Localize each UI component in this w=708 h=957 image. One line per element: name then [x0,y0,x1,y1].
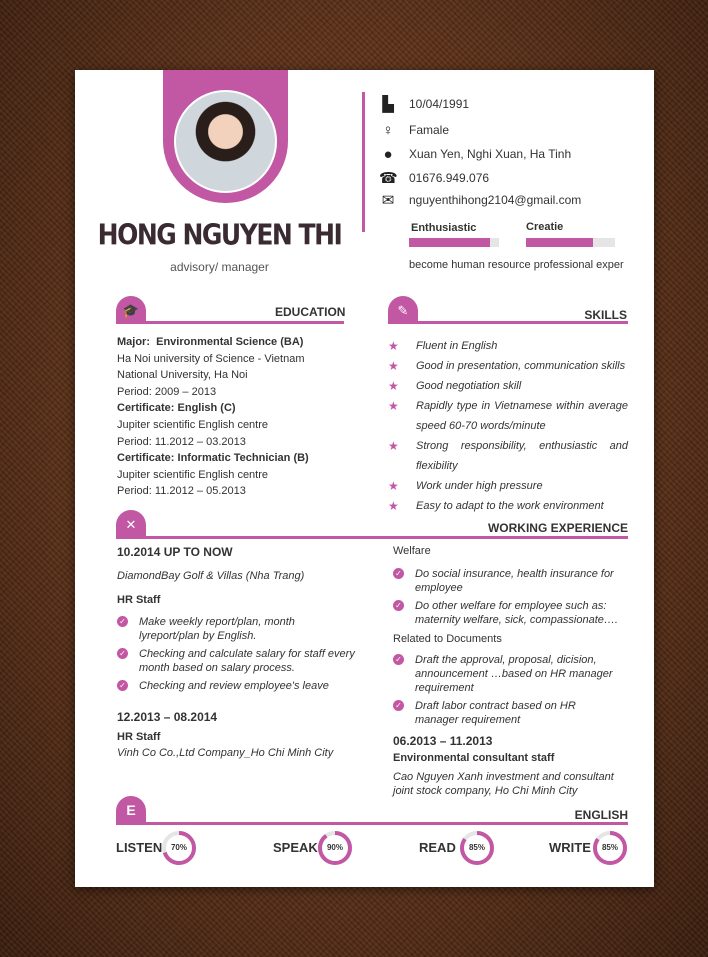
skills-title: SKILLS [584,308,627,322]
contact-birthday [382,94,470,114]
skill-item: ★ Good in presentation, communication skills [388,356,628,376]
job3-company: Cao Nguyen Xanh investment and consultant joint stock company, Ho Chi Minh City [393,771,614,797]
career-goal: become human resource professional exper [409,259,624,271]
profile-photo [174,90,277,193]
write-pct: 85% [601,843,618,852]
skill-item: ★ Good negotiation skill [388,376,628,396]
job2-role: HR Staff [117,731,161,743]
education-title: EDUCATION [275,305,346,319]
graduation-cap-icon: 🎓 [116,296,146,324]
star-icon: ★ [388,399,399,413]
task-item: ✓ Draft labor contract based on HR manager requirement [393,699,618,727]
speak-pct: 90% [326,843,343,852]
read-label: READ [419,840,456,855]
female-icon: ♀ [382,121,394,139]
listen-pct: 70% [170,843,187,852]
english-letter-icon: E [116,796,146,824]
phone-text: 01676.949.076 [409,171,490,185]
star-icon: ★ [388,499,399,513]
job1-role: HR Staff [117,594,161,606]
task-item: ✓ Make weekly report/plan, month lyreport/plan by English. [117,615,357,643]
english-underline [116,822,628,825]
candidate-role: advisory/ manager [170,260,269,274]
trait-label-creatie: Creatie [526,221,564,233]
welfare-label: Welfare [393,545,431,557]
check-icon: ✓ [393,600,404,611]
resume-page [75,70,654,887]
task-item: ✓ Do other welfare for employee such as: maternity welfare, sick, compassionate…. [393,599,618,627]
major-line: Major: Environmental Science (BA) [117,336,304,348]
check-icon: ✓ [117,616,128,627]
docs-task-list [393,653,618,731]
certificate-1-period: Period: 11.2012 – 03.2013 [117,435,246,448]
job3-period: 06.2013 – 11.2013 [393,734,493,748]
photo-tab [163,70,288,203]
trait-label-enthusiastic: Enthusiastic [411,222,477,234]
skill-item: ★ Fluent in English [388,336,628,356]
job1-company: DiamondBay Golf & Villas (Nha Trang) [117,570,305,582]
check-icon: ✓ [393,568,404,579]
check-icon: ✓ [393,654,404,665]
job2-company: Vinh Co Co.,Ltd Company_Ho Chi Minh City [117,747,334,759]
star-icon: ★ [388,339,399,353]
tools-icon: ✕ [116,510,146,538]
certificate-2-place: Jupiter scientific English centre [117,468,269,481]
education-content [117,334,347,500]
welfare-task-list [393,567,618,631]
experience-underline [116,536,628,539]
docs-label: Related to Documents [393,633,502,645]
certificate-1: Certificate: English (C) [117,402,236,415]
email-text: nguyenthihong2104@gmail.com [409,193,582,207]
education-underline [116,321,344,324]
gender-text: Famale [409,123,450,137]
trait-fill-creatie [526,238,593,247]
job1-task-list [117,615,357,697]
skill-item: ★ Strong responsibility, enthusiastic and flexibility [388,436,628,476]
trait-bar-creatie [526,238,615,247]
job1-period: 10.2014 UP TO NOW [117,545,233,559]
star-icon: ★ [388,439,399,453]
write-label: WRITE [549,840,591,855]
phone-icon: ☎ [379,170,398,187]
school-text: Ha Noi university of Science - Vietnam National University, Ha Noi [117,352,305,382]
contact-gender [382,120,450,140]
listen-ring [161,830,197,866]
task-item: ✓ Draft the approval, proposal, dicision, announcement …based on HR manager requirement [393,653,618,695]
header-divider [362,92,365,232]
contact-phone [379,168,490,188]
check-icon: ✓ [393,700,404,711]
speak-label: SPEAK [273,840,318,855]
certificate-2: Certificate: Informatic Technician (B) [117,452,309,465]
building-icon: ▙ [382,96,394,113]
speak-ring [317,830,353,866]
star-icon: ★ [388,359,399,373]
pen-icon: ✎ [388,296,418,324]
skill-item: ★ Rapidly type in Vietnamese within average speed 60-70 words/minute [388,396,628,436]
candidate-name: HONG NGUYEN THI [97,217,342,252]
star-icon: ★ [388,479,399,493]
contact-address [383,144,572,164]
certificate-2-period: Period: 11.2012 – 05.2013 [117,485,246,498]
mail-icon: ✉ [381,192,395,209]
listen-label: LISTEN [116,840,163,855]
write-ring [592,830,628,866]
read-pct: 85% [468,843,485,852]
task-item: ✓ Checking and calculate salary for staff every month based on salary process. [117,647,357,675]
certificate-1-place: Jupiter scientific English centre [117,418,269,431]
experience-title: WORKING EXPERIENCE [487,521,628,535]
english-title: ENGLISH [574,808,628,822]
period-1: Period: 2009 – 2013 [117,385,217,398]
skill-item: ★ Work under high pressure [388,476,628,496]
address-text: Xuan Yen, Nghi Xuan, Ha Tinh [409,147,572,161]
location-pin-icon: ● [383,145,393,163]
read-ring [459,830,495,866]
job3-role: Environmental consultant staff [393,752,555,764]
check-icon: ✓ [117,680,128,691]
job2-period: 12.2013 – 08.2014 [117,710,218,724]
contact-email [381,190,582,210]
task-item: ✓ Do social insurance, health insurance for employee [393,567,618,595]
skill-item: ★ Easy to adapt to the work environment [388,496,628,516]
trait-bar-enthusiastic [409,238,499,247]
skills-list [388,336,628,516]
star-icon: ★ [388,379,399,393]
check-icon: ✓ [117,648,128,659]
task-item: ✓ Checking and review employee's leave [117,679,357,693]
birthday-text: 10/04/1991 [409,97,470,111]
trait-fill-enthusiastic [409,238,490,247]
